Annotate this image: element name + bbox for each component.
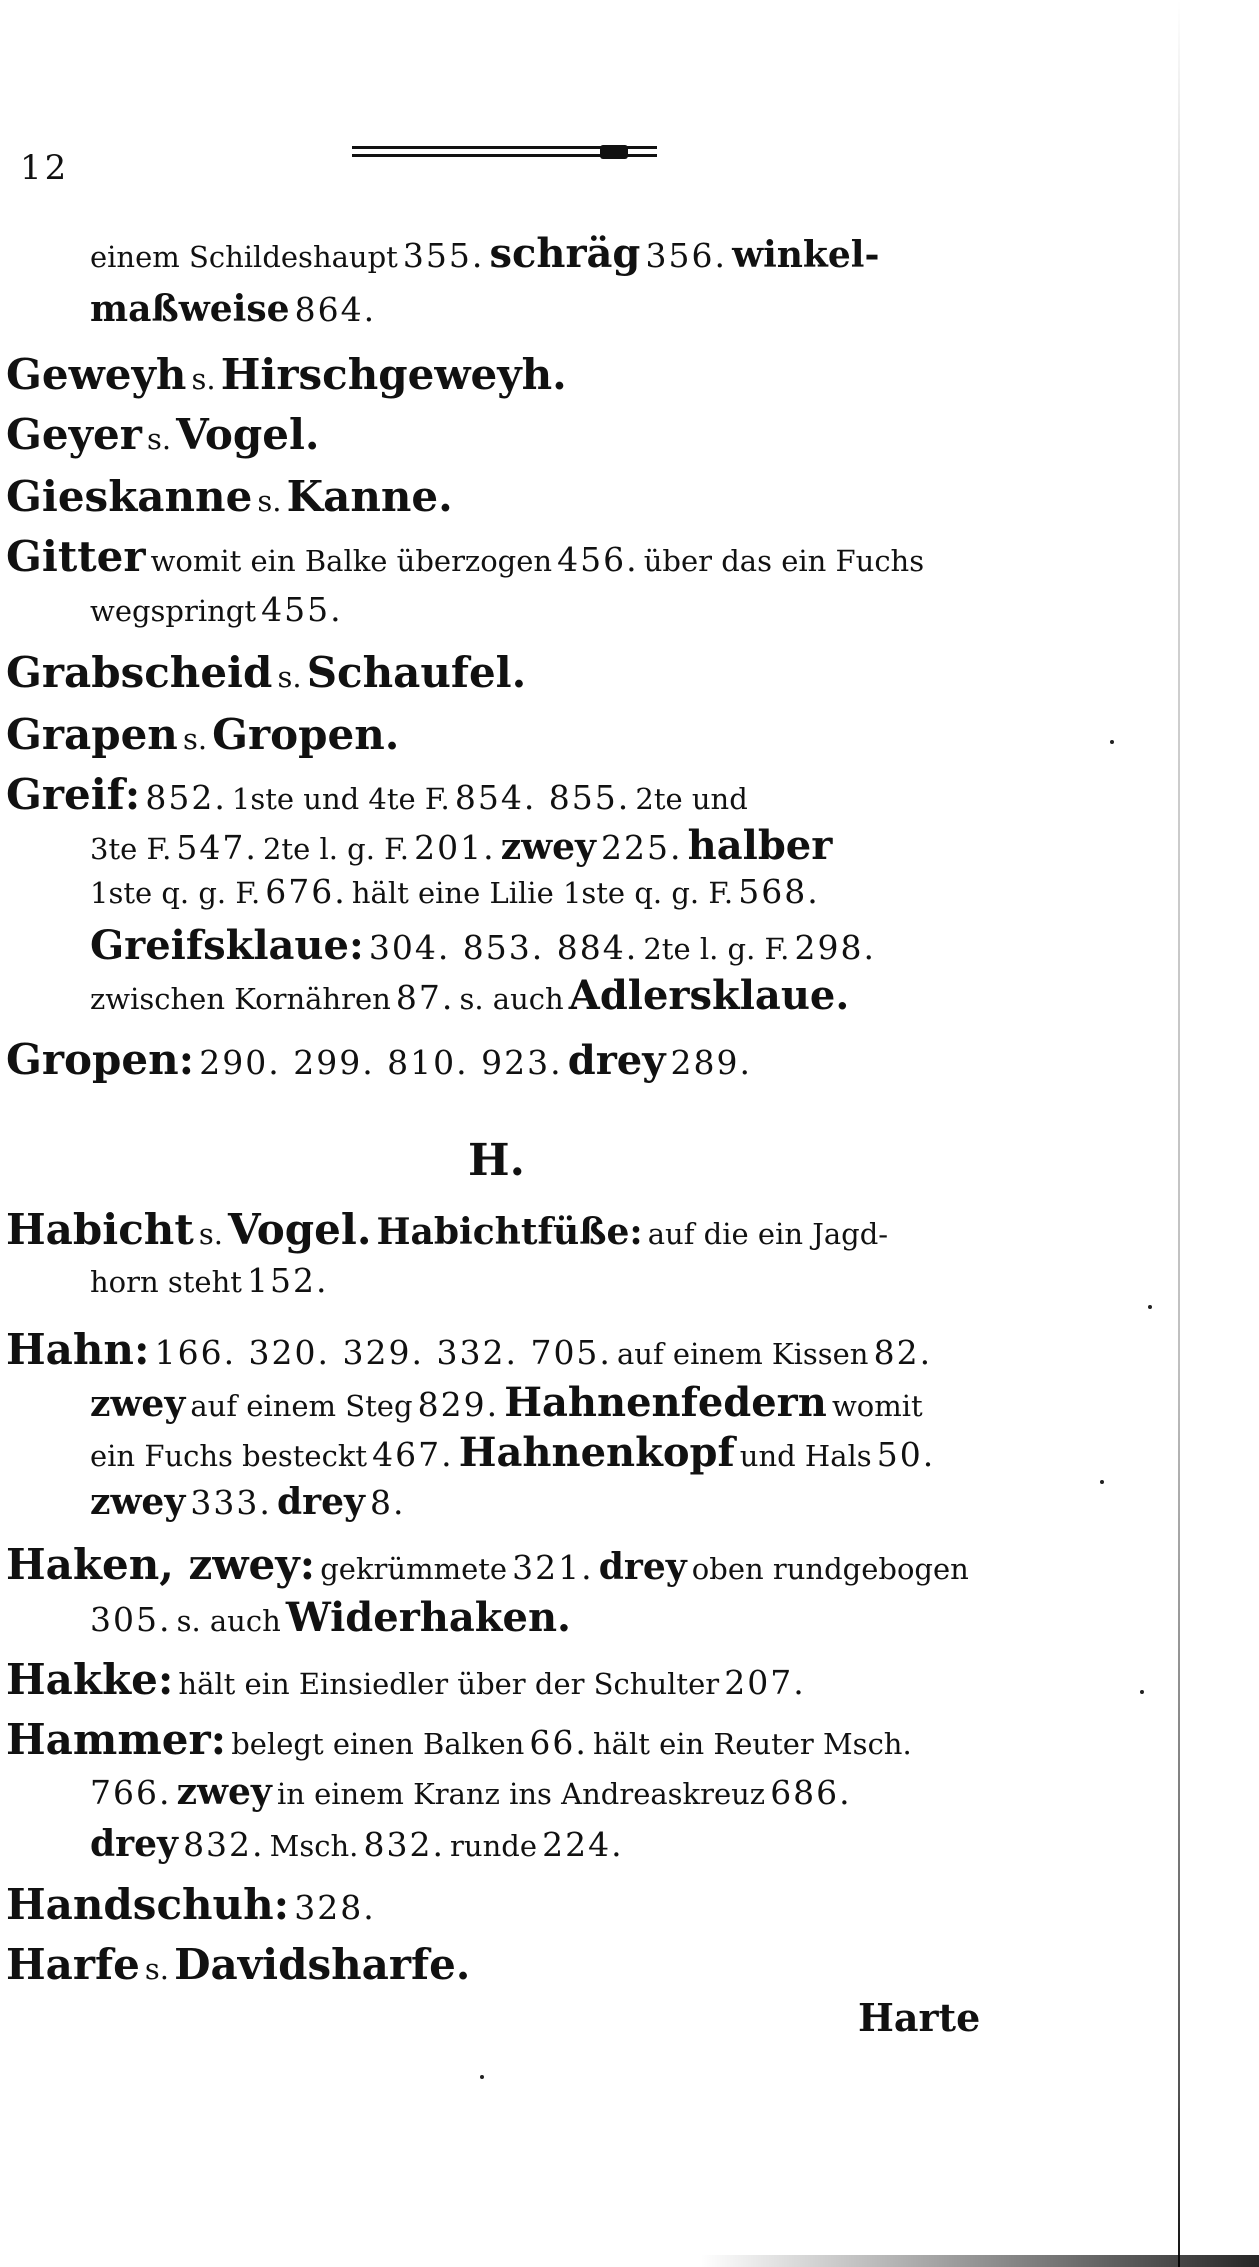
entry-geyer: Geyer s. Vogel. [6,410,320,459]
entry-habicht: Habicht s. Vogel. Habichtfüße: auf die ein Jagd- horn steht 152. [6,1205,889,1300]
entry-harfe: Harfe s. Davidsharfe. [6,1940,471,1989]
headword: Hammer: [6,1715,227,1764]
headword: Handschuh: [6,1880,290,1929]
page-number: 12 [20,148,70,188]
entry-gitter: Gitter womit ein Balke überzogen 456. über das ein Fuchs wegspringt 455. [6,532,925,629]
headword: Grapen [6,710,178,759]
headword: Gropen: [6,1035,195,1084]
headword: Haken, zwey: [6,1540,316,1589]
cross-reference: Vogel. [176,410,320,459]
entry-hammer: Hammer: belegt einen Balken 66. hält ein Reuter Msch. 766. zwey in einem Kranz ins Andreaskreuz 686. drey 832. Msch. 832. runde 224. [6,1715,912,1865]
entry-handschuh: Handschuh: 328. [6,1880,376,1929]
entry-gropen: Gropen: 290. 299. 810. 923. drey 289. [6,1035,753,1084]
entry-grapen: Grapen s. Gropen. [6,710,400,759]
headword: Hakke: [6,1655,174,1704]
scan-speck [1148,1305,1152,1309]
cross-reference: Schaufel. [306,648,527,697]
headword: Habicht [6,1205,194,1254]
scan-speck [1100,1480,1104,1484]
entry-gieskanne: Gieskanne s. Kanne. [6,472,453,521]
entry-geweyh: Geweyh s. Hirschgeweyh. [6,350,567,399]
catchword: Harte [858,1995,981,2040]
headword: Gieskanne [6,472,253,521]
header-ornament [352,144,657,162]
cross-reference: Vogel. [228,1205,372,1254]
scan-speck [1110,740,1114,744]
headword: Gitter [6,532,146,581]
headword: Harfe [6,1940,140,1989]
entry-grabscheid: Grabscheid s. Schaufel. [6,648,527,697]
section-letter: H. [468,1135,525,1186]
headword: Geweyh [6,350,187,399]
headword: Geyer [6,410,142,459]
scan-speck [1140,1690,1144,1694]
entry-hahn: Hahn: 166. 320. 329. 332. 705. auf einem Kissen 82. zwey auf einem Steg 829. Hahnenfedern womit ein Fuchs besteckt 467. Hahnenkopf und Hals 50. zwey 333. drey 8. [6,1325,936,1523]
entry-greif: Greif: 852. 1ste und 4te F. 854. 855. 2te und 3te F. 547. 2te l. g. F. 201. zwey 225. halber 1ste q. g. F. 676. hält eine Lilie 1ste q. g. F. 568. Greifsklaue: 304. 853. 884. 2te l. g. F. 298. zwischen Kornähren 87. s. auch Adlersklaue. [6,770,876,1019]
headword: Greif: [6,770,141,819]
page-shadow [700,2255,1259,2267]
cross-reference: Hirschgeweyh. [220,350,567,399]
page-edge [1178,0,1180,2267]
cross-reference: Kanne. [286,472,453,521]
headword: Grabscheid [6,648,273,697]
cross-reference: Gropen. [212,710,400,759]
entry-hakke: Hakke: hält ein Einsiedler über der Schulter 207. [6,1655,806,1704]
entry-continuation: einem Schildeshaupt 355. schräg 356. winkel- maßweise 864. [90,230,880,330]
entry-haken: Haken, zwey: gekrümmete 321. drey oben rundgebogen 305. s. auch Widerhaken. [6,1540,969,1641]
headword: Hahn: [6,1325,150,1374]
scan-speck [480,2075,484,2079]
cross-reference: Davidsharfe. [174,1940,471,1989]
